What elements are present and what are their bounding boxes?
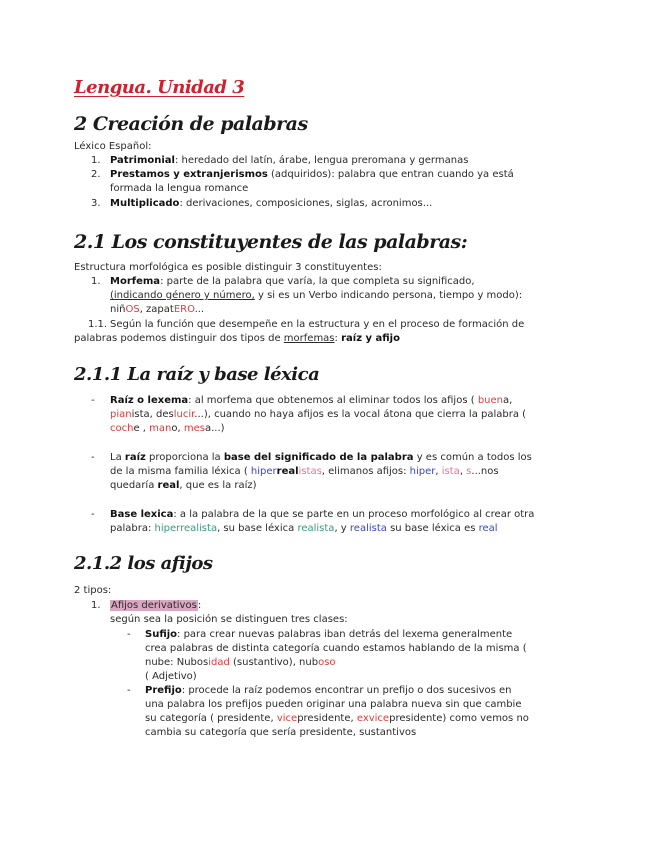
prefijo-line-4: cambia su categoría que sería presidente, sustantivos (145, 727, 417, 738)
prefijo-line-2: una palabra los prefijos pueden originar una palabra nueva sin que cambie (145, 699, 522, 710)
document-title: Lengua. Unidad 3 (74, 77, 245, 98)
term: Prestamos y extranjerismos (110, 169, 268, 180)
raiz-base-line-3: quedaría real, que es la raíz) (110, 480, 257, 491)
afijos-derivativos: Afijos derivativos: (111, 600, 202, 611)
bullet-dash: - (127, 685, 131, 696)
constituyentes-intro: Estructura morfológica es posible distinguir 3 constituyentes: (74, 262, 382, 273)
list-number: 1. (91, 276, 101, 287)
sufijo-line-2: crea palabras de distinta categoría cuando estamos hablando de la misma ( (145, 643, 527, 654)
bullet-dash: - (91, 395, 95, 406)
heading-raiz-base: 2.1.1 La raíz y base léxica (74, 364, 320, 385)
afijos-sub: según sea la posición se distinguen tres clases: (110, 614, 348, 625)
raiz-base-line-2: de la misma familia léxica ( hiperrealistas, elimanos afijos: hiper, ista, s...nos (110, 466, 499, 477)
morfema-line-1: Morfema: parte de la palabra que varía, la que completa su significado, (110, 276, 475, 287)
list-number: 3. (91, 198, 101, 209)
list-item-prestamos: Prestamos y extranjerismos (adquiridos): palabra que entran cuando ya está (110, 169, 514, 180)
raiz-line-3: coche , mano, mesa...) (110, 423, 225, 434)
highlighted-term: Afijos derivativos (111, 600, 197, 611)
prefijo-line-3: su categoría ( presidente, vicepresidente, exvicepresidente) como vemos no (145, 713, 529, 724)
base-lexica-line-1: Base lexica: a la palabra de la que se parte en un proceso morfológico al crear otra (110, 509, 535, 520)
list-number: 1. (91, 155, 101, 166)
raiz-line-1: Raíz o lexema: al morfema que obtenemos al eliminar todos los afijos ( buena, (110, 395, 513, 406)
funcion-line-1: Según la función que desempeñe en la estructura y en el proceso de formación de (110, 319, 525, 330)
list-number: 1. (91, 600, 101, 611)
term: Multiplicado (110, 198, 180, 209)
raiz-base-line-1: La raíz proporciona la base del significado de la palabra y es común a todos los (110, 452, 532, 463)
list-number: 2. (91, 169, 101, 180)
afijos-intro: 2 tipos: (74, 585, 112, 596)
bullet-dash: - (91, 452, 95, 463)
base-lexica-line-2: palabra: hiperrealista, su base léxica realista, y realista su base léxica es real (110, 523, 498, 534)
raiz-line-2: pianista, deslucir...), cuando no haya afijos es la vocal átona que cierra la palabra ( (110, 409, 527, 420)
term: Patrimonial (110, 155, 175, 166)
funcion-line-2: palabras podemos distinguir dos tipos de morfemas: raíz y afijo (74, 333, 400, 344)
list-item-prestamos-cont: formada la lengua romance (110, 183, 249, 194)
prefijo-line-1: Prefijo: procede la raíz podemos encontrar un prefijo o dos sucesivos en (145, 685, 512, 696)
bullet-dash: - (127, 629, 131, 640)
heading-constituyentes: 2.1 Los constituyentes de las palabras: (74, 231, 468, 253)
sufijo-line-4: ( Adjetivo) (145, 671, 197, 682)
sufijo-line-3: nube: Nubosidad (sustantivo), nuboso (145, 657, 336, 668)
heading-afijos: 2.1.2 los afijos (74, 553, 213, 574)
list-number: 1.1. (88, 319, 108, 330)
heading-creacion-palabras: 2 Creación de palabras (74, 113, 308, 135)
list-item-patrimonial: Patrimonial: heredado del latín, árabe, lengua preromana y germanas (110, 155, 469, 166)
morfema-examples: niñOS, zapatERO... (110, 304, 205, 315)
morfema-line-2: (indicando género y número, y si es un Verbo indicando persona, tiempo y modo): (110, 290, 523, 301)
bullet-dash: - (91, 509, 95, 520)
lexico-intro: Léxico Español: (74, 141, 152, 152)
list-item-multiplicado: Multiplicado: derivaciones, composiciones, siglas, acronimos... (110, 198, 433, 209)
sufijo-line-1: Sufijo: para crear nuevas palabras iban detrás del lexema generalmente (145, 629, 513, 640)
